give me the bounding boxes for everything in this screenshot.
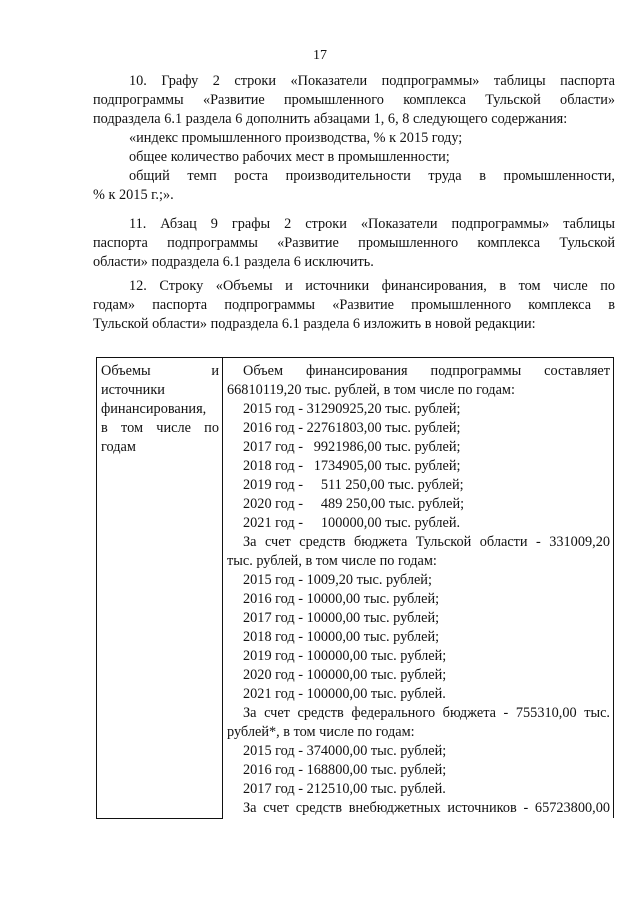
financing-line: 2018 год - 10000,00 тыс. рублей; bbox=[243, 629, 440, 645]
financing-line: 2019 год - 100000,00 тыс. рублей; bbox=[243, 648, 447, 664]
paragraph-10-line: общее количество рабочих мест в промышленности; bbox=[129, 149, 450, 165]
paragraph-11-line: 11. Абзац 9 графы 2 строки «Показатели подпрограммы» таблицы bbox=[129, 216, 615, 232]
financing-line: рублей*, в том числе по годам: bbox=[227, 724, 415, 740]
row-header-line: источники bbox=[101, 382, 165, 398]
paragraph-10-line: 10. Графу 2 строки «Показатели подпрограммы» таблицы паспорта bbox=[129, 73, 615, 89]
row-header-cell bbox=[97, 358, 223, 819]
paragraph-11 bbox=[93, 215, 615, 272]
financing-line: 2018 год - 1734905,00 тыс. рублей; bbox=[243, 458, 461, 474]
financing-line: тыс. рублей, в том числе по годам: bbox=[227, 553, 437, 569]
financing-details-cell bbox=[223, 358, 614, 819]
financing-line: Объем финансирования подпрограммы составляет bbox=[243, 363, 610, 379]
financing-line: 66810119,20 тыс. рублей, в том числе по годам: bbox=[227, 382, 515, 398]
paragraph-12-line: годам» паспорта подпрограммы «Развитие промышленного комплекса в bbox=[93, 297, 615, 313]
financing-line: 2016 год - 22761803,00 тыс. рублей; bbox=[243, 420, 461, 436]
financing-line: 2020 год - 489 250,00 тыс. рублей; bbox=[243, 496, 465, 512]
financing-line: 2016 год - 10000,00 тыс. рублей; bbox=[243, 591, 440, 607]
paragraph-10-line: подпрограммы «Развитие промышленного комплекса Тульской области» bbox=[93, 92, 615, 108]
financing-line: 2015 год - 374000,00 тыс. рублей; bbox=[243, 743, 447, 759]
paragraph-12 bbox=[93, 277, 615, 334]
financing-line: 2016 год - 168800,00 тыс. рублей; bbox=[243, 762, 447, 778]
paragraph-10-line: % к 2015 г.;». bbox=[93, 187, 174, 203]
row-header-line: Объемы и bbox=[101, 363, 219, 379]
financing-line: 2020 год - 100000,00 тыс. рублей; bbox=[243, 667, 447, 683]
paragraph-12-line: Тульской области» подраздела 6.1 раздела 6 изложить в новой редакции: bbox=[93, 316, 536, 332]
financing-table bbox=[96, 357, 614, 819]
paragraph-10-line: «индекс промышленного производства, % к 2015 году; bbox=[129, 130, 463, 146]
financing-line: 2015 год - 31290925,20 тыс. рублей; bbox=[243, 401, 461, 417]
financing-line: За счет средств бюджета Тульской области - 331009,20 bbox=[243, 534, 610, 550]
row-header-line: годам bbox=[101, 439, 136, 455]
table-row bbox=[97, 358, 614, 819]
financing-line: 2017 год - 9921986,00 тыс. рублей; bbox=[243, 439, 461, 455]
financing-line: За счет средств внебюджетных источников - 65723800,00 bbox=[243, 800, 610, 816]
financing-line: 2017 год - 10000,00 тыс. рублей; bbox=[243, 610, 440, 626]
financing-line: 2021 год - 100000,00 тыс. рублей. bbox=[243, 515, 461, 531]
financing-line: 2015 год - 1009,20 тыс. рублей; bbox=[243, 572, 432, 588]
paragraph-12-line: 12. Строку «Объемы и источники финансирования, в том числе по bbox=[129, 278, 615, 294]
financing-line: За счет средств федерального бюджета - 755310,00 тыс. bbox=[243, 705, 610, 721]
paragraph-10-line: общий темп роста производительности труда в промышленности, bbox=[129, 168, 615, 184]
row-header-line: финансирования, bbox=[101, 401, 207, 417]
paragraph-10-line: подраздела 6.1 раздела 6 дополнить абзацами 1, 6, 8 следующего содержания: bbox=[93, 111, 568, 127]
paragraph-10 bbox=[93, 72, 615, 205]
financing-line: 2019 год - 511 250,00 тыс. рублей; bbox=[243, 477, 464, 493]
paragraph-11-line: области» подраздела 6.1 раздела 6 исключить. bbox=[93, 254, 374, 270]
row-header-line: в том числе по bbox=[101, 420, 219, 436]
financing-line: 2017 год - 212510,00 тыс. рублей. bbox=[243, 781, 446, 797]
paragraph-11-line: паспорта подпрограммы «Развитие промышленного комплекса Тульской bbox=[93, 235, 615, 251]
financing-line: 2021 год - 100000,00 тыс. рублей. bbox=[243, 686, 446, 702]
page-number: 17 bbox=[313, 48, 327, 63]
